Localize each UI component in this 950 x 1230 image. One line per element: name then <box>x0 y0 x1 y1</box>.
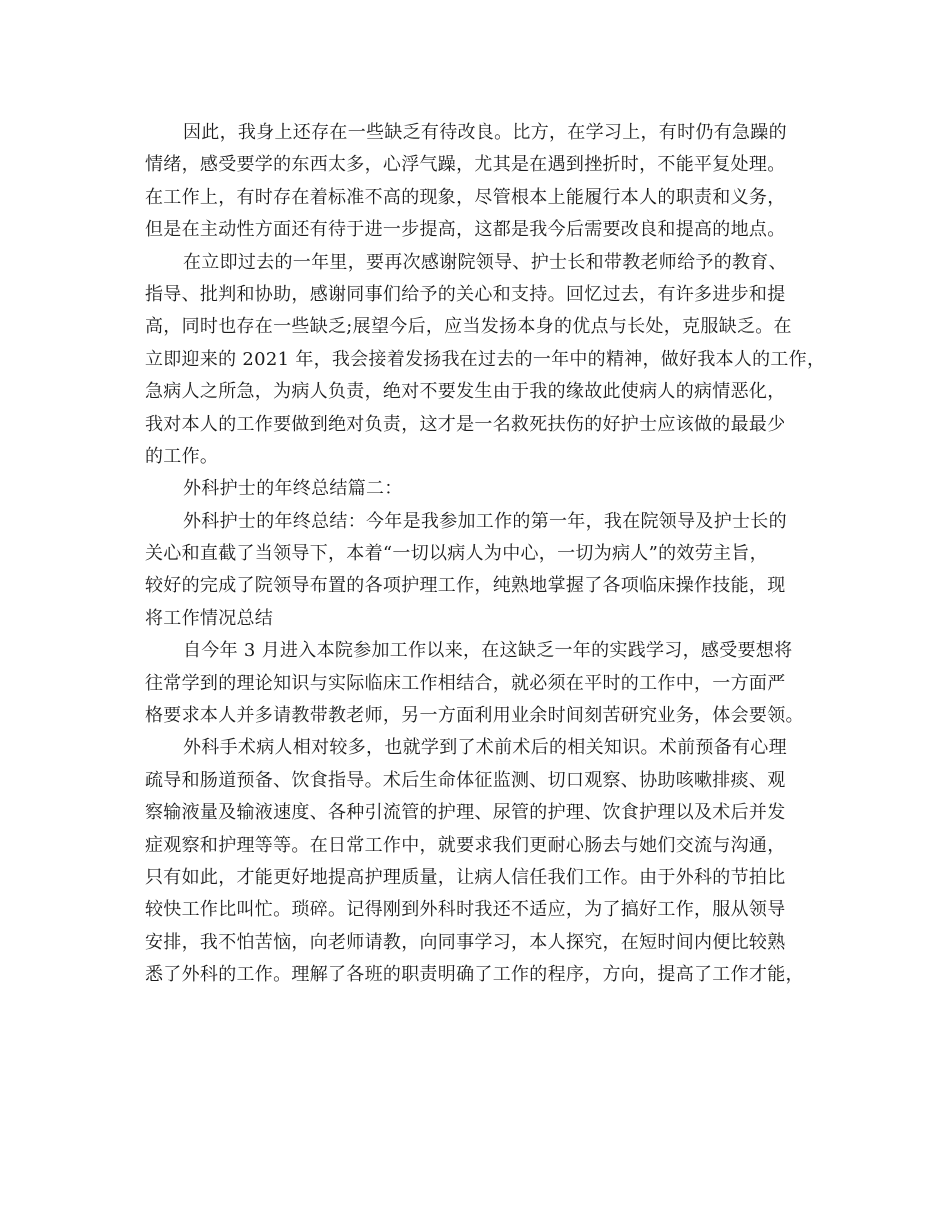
text-line: 较好的完成了院领导布置的各项护理工作，纯熟地掌握了各项临床操作技能，现 <box>145 575 786 597</box>
text-line: 的工作。 <box>145 445 219 467</box>
text-line: 关心和直截了当领导下，本着“一切以病人为中心，一切为病人”的效劳主旨， <box>145 543 768 565</box>
text-line: 悉了外科的工作。理解了各班的职责明确了工作的程序，方向，提高了工作才能， <box>145 964 804 986</box>
text-line: 急病人之所急，为病人负责，绝对不要发生由于我的缘故此使病人的病情恶化， <box>145 381 786 403</box>
text-line: 较快工作比叫忙。琐碎。记得刚到外科时我还不适应，为了搞好工作，服从领导 <box>145 899 786 921</box>
text-line: 指导、批判和协助，感谢同事们给予的关心和支持。回忆过去，有许多进步和提 <box>145 283 786 305</box>
text-line: 情绪，感受要学的东西太多，心浮气躁，尤其是在遇到挫折时，不能平复处理。 <box>145 154 786 176</box>
text-line: 症观察和护理等等。在日常工作中，就要求我们更耐心肠去与她们交流与沟通， <box>145 834 786 856</box>
text-line: 在立即过去的一年里，要再次感谢院领导、护士长和带教老师给予的教育、 <box>183 251 787 273</box>
text-line: 疏导和肠道预备、饮食指导。术后生命体征监测、切口观察、协助咳嗽排痰、观 <box>145 769 786 791</box>
text-line: 只有如此，才能更好地提高护理质量，让病人信任我们工作。由于外科的节拍比 <box>145 866 786 888</box>
text-line: 外科手术病人相对较多，也就学到了术前术后的相关知识。术前预备有心理 <box>183 737 787 759</box>
text-line: 外科护士的年终总结篇二： <box>183 478 403 500</box>
text-line: 格要求本人并多请教带教老师，另一方面利用业余时间刻苦研究业务，体会要领。 <box>145 705 804 727</box>
text-line: 因此，我身上还存在一些缺乏有待改良。比方，在学习上，有时仍有急躁的 <box>183 122 787 143</box>
text-line: 将工作情况总结 <box>145 607 274 629</box>
text-line: 外科护士的年终总结：今年是我参加工作的第一年，我在院领导及护士长的 <box>183 510 787 532</box>
text-line: 往常学到的理论知识与实际临床工作相结合，就必须在平时的工作中，一方面严 <box>145 672 786 694</box>
text-line: 自今年 3 月进入本院参加工作以来，在这缺乏一年的实践学习，感受要想将 <box>183 640 793 662</box>
text-line: 在工作上，有时存在着标准不高的现象，尽管根本上能履行本人的职责和义务， <box>145 186 786 208</box>
text-line: 但是在主动性方面还有待于进一步提高，这都是我今后需要改良和提高的地点。 <box>145 219 786 241</box>
text-line: 安排，我不怕苦恼，向老师请教，向同事学习，本人探究，在短时间内便比较熟 <box>145 931 786 953</box>
document-body <box>145 117 825 992</box>
text-line: 我对本人的工作要做到绝对负责，这才是一名救死扶伤的好护士应该做的最最少 <box>145 413 786 435</box>
text-line: 高，同时也存在一些缺乏;展望今后，应当发扬本身的优点与长处，克服缺乏。在 <box>145 316 792 338</box>
text-line: 立即迎来的 2021 年，我会接着发扬我在过去的一年中的精神，做好我本人的工作， <box>145 348 826 370</box>
text-line: 察输液量及输液速度、各种引流管的护理、尿管的护理、饮食护理以及术后并发 <box>145 802 786 824</box>
